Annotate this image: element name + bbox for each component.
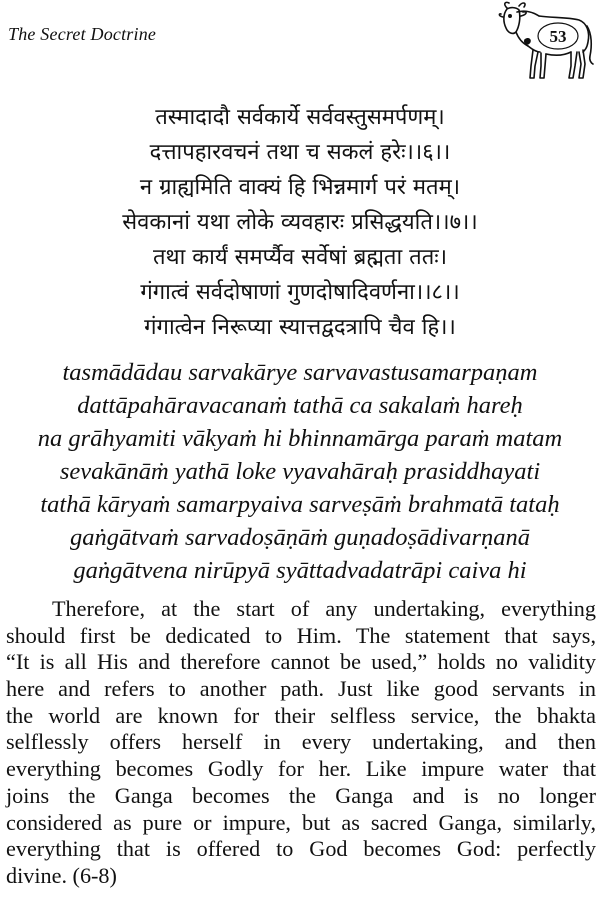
devanagari-verse-line: सेवकानां यथा लोके व्यवहारः प्रसिद्धयति।।७।। xyxy=(122,210,478,235)
devanagari-verses xyxy=(0,100,600,345)
devanagari-verse-line: गंगात्वेन निरूप्या स्यात्तद्वदत्रापि चैव हि।। xyxy=(144,315,456,340)
translation-line: “It is all His and therefore cannot be used,” holds no validity xyxy=(6,649,596,675)
transliteration-line: tathā kāryaṁ samarpyaiva sarveṣāṁ brahmatā tataḥ xyxy=(40,491,560,518)
translation-line: joins the Ganga becomes the Ganga and is no longer xyxy=(6,782,596,808)
transliteration-line: dattāpahāravacanaṁ tathā ca sakalaṁ hareḥ xyxy=(77,392,523,419)
translation-line: Therefore, at the start of any undertaking, everything xyxy=(52,596,596,621)
translation-line: selflessly offers herself in every undertaking, and then xyxy=(6,729,596,755)
devanagari-verse-line: गंगात्वं सर्वदोषाणां गुणदोषादिवर्णना।।८।। xyxy=(140,280,460,305)
transliteration-line: na grāhyamiti vākyaṁ hi bhinnamārga paraṁ matam xyxy=(37,425,563,452)
devanagari-verse-line: न ग्राह्यमिति वाक्यं हि भिन्नमार्ग परं मतम्। xyxy=(139,175,461,200)
translation-paragraph xyxy=(0,596,600,890)
translation-line: everything that is offered to God becomes God: perfectly xyxy=(6,836,596,862)
running-header-title: The Secret Doctrine xyxy=(8,24,157,44)
translation-line: divine. (6-8) xyxy=(6,862,117,888)
translation-line: here and refers to another path. Just like good servants in xyxy=(6,676,596,702)
devanagari-verse-line: तथा कार्यं समर्प्यैव सर्वेषां ब्रह्मता ततः। xyxy=(152,245,448,270)
translation-line: the world are known for their selfless service, the bhakta xyxy=(6,702,596,728)
transliteration-line: gaṅgātvaṁ sarvadoṣāṇāṁ guṇadoṣādivarṇanā xyxy=(69,524,531,551)
page-number: 53 xyxy=(549,27,567,46)
translation-line: everything becomes Godly for her. Like impure water that xyxy=(6,756,596,782)
transliteration-block xyxy=(0,356,600,587)
transliteration-line: gaṅgātvena nirūpyā syāttadvadatrāpi caiva hi xyxy=(73,557,527,584)
devanagari-verse-line: तस्मादादौ सर्वकार्ये सर्ववस्तुसमर्पणम्। xyxy=(155,105,445,130)
transliteration-line: sevakānāṁ yathā loke vyavahāraḥ prasiddhayati xyxy=(59,458,541,485)
devanagari-verse-line: दत्तापहारवचनं तथा च सकलं हरेः।।६।। xyxy=(149,140,451,165)
translation-line: considered as pure or impure, but as sacred Ganga, similarly, xyxy=(6,809,596,835)
translation-line: should first be dedicated to Him. The statement that says, xyxy=(6,622,596,648)
transliteration-line: tasmādādau sarvakārye sarvavastusamarpaṇam xyxy=(62,359,538,386)
